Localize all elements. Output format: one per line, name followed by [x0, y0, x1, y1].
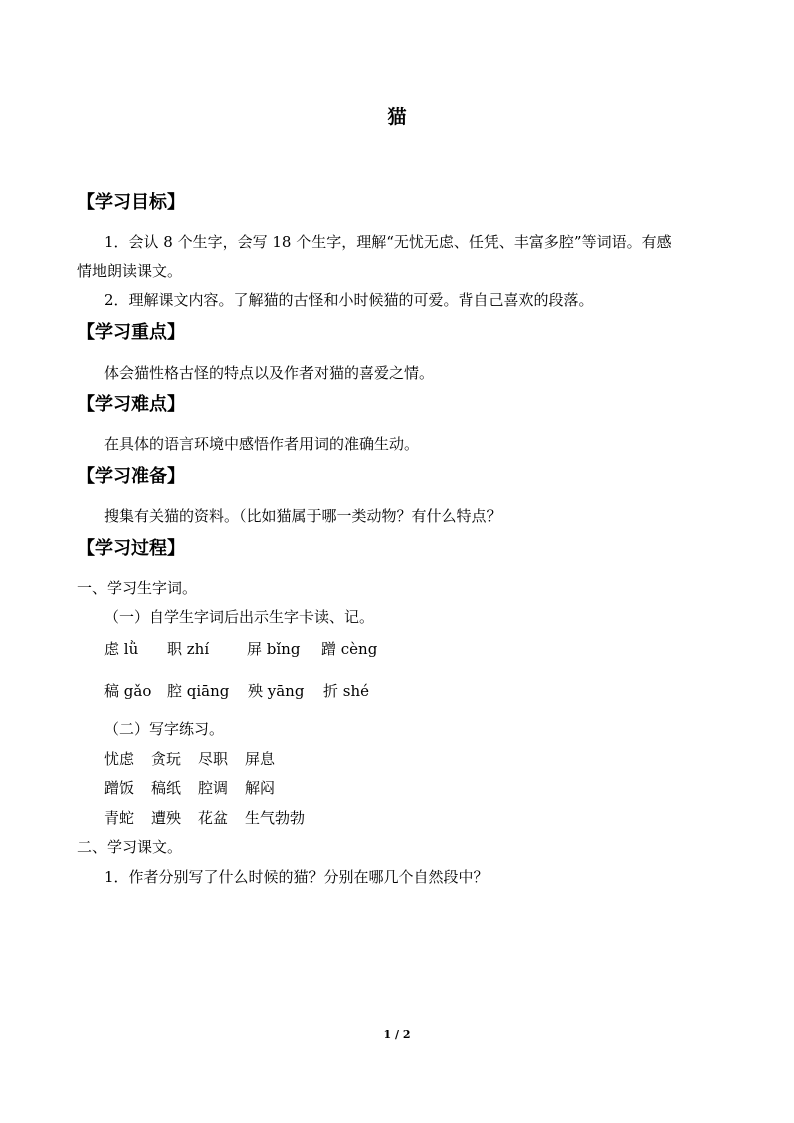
word-item: 青蛇 — [104, 809, 135, 827]
pinyin-item: 屏 bǐng — [247, 640, 301, 658]
goal-item-1-line-1: 1．会认 8 个生字，会写 18 个生字，理解“无忧无虑、任凭、丰富多腔”等词语。有感 — [104, 233, 672, 251]
process-part-2: 二、学习课文。 — [77, 838, 183, 856]
word-item: 尽职 — [198, 750, 229, 768]
pinyin-item: 职 zhí — [167, 640, 210, 658]
pinyin-item: 稿 gǎo — [104, 682, 152, 700]
pinyin-item: 腔 qiāng — [167, 682, 230, 700]
key-points-text: 体会猫性格古怪的特点以及作者对猫的喜爱之情。 — [104, 364, 435, 382]
pinyin-item: 殃 yāng — [248, 682, 305, 700]
pinyin-row-1 — [104, 638, 377, 660]
section-heading-goals: 【学习目标】 — [77, 192, 185, 213]
process-sub-2: （二）写字练习。 — [104, 720, 225, 738]
page-number: 1 / 2 — [383, 1028, 411, 1041]
goal-item-2: 2．理解课文内容。了解猫的古怪和小时候猫的可爱。背自己喜欢的段落。 — [104, 291, 594, 309]
pinyin-item: 蹭 cèng — [321, 640, 378, 658]
word-item: 贪玩 — [151, 750, 182, 768]
difficulties-text: 在具体的语言环境中感悟作者用词的准确生动。 — [104, 435, 420, 453]
word-item: 生气勃勃 — [245, 809, 306, 827]
word-row-3 — [104, 807, 305, 829]
section-heading-key-points: 【学习重点】 — [77, 322, 185, 343]
section-heading-difficulties: 【学习难点】 — [77, 394, 185, 415]
process-part-1: 一、学习生字词。 — [77, 579, 198, 597]
page-title: 猫 — [387, 106, 407, 128]
section-heading-preparation: 【学习准备】 — [77, 466, 185, 487]
word-item: 屏息 — [245, 750, 276, 768]
section-heading-process: 【学习过程】 — [77, 538, 185, 559]
word-item: 解闷 — [245, 779, 276, 797]
word-item: 蹭饭 — [104, 779, 135, 797]
preparation-text: 搜集有关猫的资料。（比如猫属于哪一类动物？有什么特点？ — [104, 507, 502, 525]
goal-item-1-line-2: 情地朗读课文。 — [77, 262, 183, 280]
pinyin-item: 虑 lǜ — [104, 640, 139, 658]
process-sub-1: （一）自学生字词后出示生字卡读、记。 — [104, 608, 375, 626]
word-item: 腔调 — [198, 779, 229, 797]
word-item: 稿纸 — [151, 779, 182, 797]
word-item: 花盆 — [198, 809, 229, 827]
pinyin-row-2 — [104, 680, 369, 702]
process-question-1: 1．作者分别写了什么时候的猫？分别在哪几个自然段中？ — [104, 868, 489, 886]
word-item: 遭殃 — [151, 809, 182, 827]
word-row-1 — [104, 748, 275, 770]
word-row-2 — [104, 777, 275, 799]
pinyin-item: 折 shé — [323, 682, 370, 700]
word-item: 忧虑 — [104, 750, 135, 768]
